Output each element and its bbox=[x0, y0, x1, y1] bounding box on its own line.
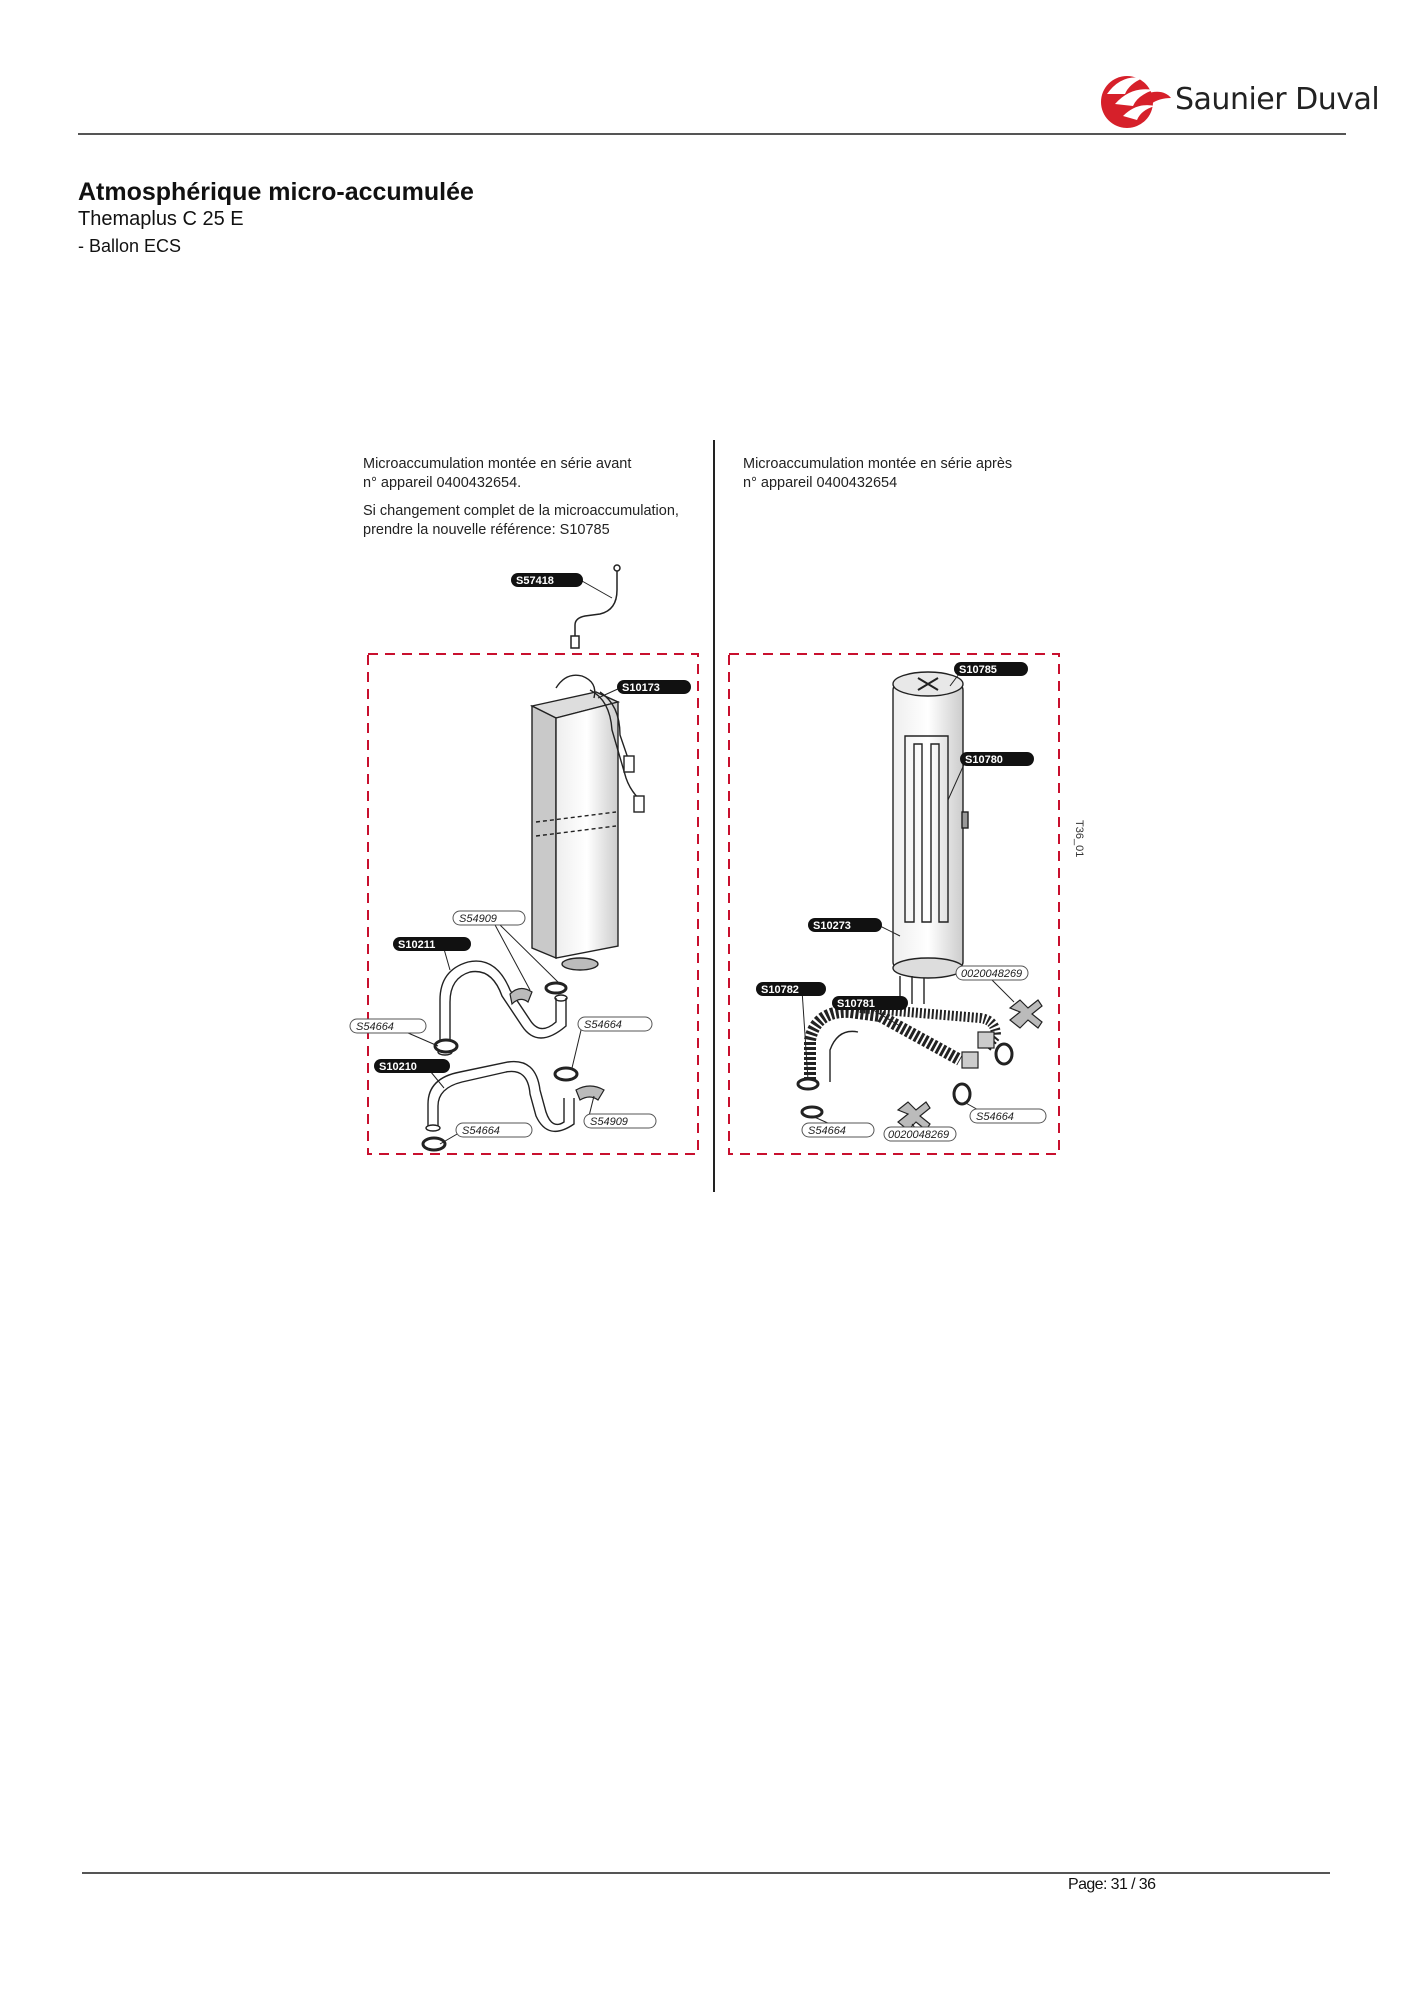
footer-divider bbox=[82, 1872, 1330, 1874]
section-label: - Ballon ECS bbox=[78, 236, 182, 256]
flex-hose-drawing bbox=[810, 1008, 996, 1082]
right-note-line: n° appareil 0400432654 bbox=[743, 475, 898, 491]
part-ref: S54909 bbox=[459, 913, 497, 925]
part-ref: S10785 bbox=[959, 664, 997, 676]
part-ref: S10781 bbox=[837, 998, 875, 1010]
part-label bbox=[808, 918, 882, 932]
part-label bbox=[393, 937, 471, 951]
part-label bbox=[374, 1059, 450, 1073]
part-label bbox=[756, 982, 826, 996]
left-note-line: Si changement complet de la microaccumulation, bbox=[363, 503, 679, 519]
part-ref: S10780 bbox=[965, 754, 1003, 766]
left-note-line: Microaccumulation montée en série avant bbox=[363, 456, 632, 472]
part-label bbox=[511, 573, 583, 587]
clip-drawing bbox=[510, 988, 604, 1100]
part-ref: S10273 bbox=[813, 920, 851, 932]
part-ref: S54664 bbox=[356, 1021, 394, 1033]
part-ref: S57418 bbox=[516, 575, 554, 587]
heat-exchanger-drawing bbox=[532, 675, 644, 970]
part-label bbox=[960, 752, 1034, 766]
part-label bbox=[802, 1123, 874, 1137]
part-ref: S54664 bbox=[808, 1125, 846, 1137]
right-note-line: Microaccumulation montée en série après bbox=[743, 456, 1013, 472]
part-ref: 0020048269 bbox=[888, 1129, 950, 1141]
part-ref: S54909 bbox=[590, 1116, 628, 1128]
part-label bbox=[954, 662, 1028, 676]
page-title: Atmosphérique micro-accumulée bbox=[78, 178, 474, 206]
part-label bbox=[584, 1114, 656, 1128]
part-ref: S54664 bbox=[976, 1111, 1014, 1123]
lower-pipe-drawing bbox=[426, 1062, 574, 1132]
part-ref: S10210 bbox=[379, 1061, 417, 1073]
left-note-line: n° appareil 0400432654. bbox=[363, 475, 522, 491]
storage-tank-drawing bbox=[893, 672, 968, 1004]
part-label bbox=[970, 1109, 1046, 1123]
part-ref: S54664 bbox=[462, 1125, 500, 1137]
part-ref: S10211 bbox=[398, 939, 436, 951]
part-label bbox=[578, 1017, 652, 1031]
brand-name: Saunier Duval bbox=[1175, 82, 1380, 117]
part-label bbox=[456, 1123, 532, 1137]
page-number: Page: 31 / 36 bbox=[1068, 1876, 1156, 1893]
part-label bbox=[350, 1019, 426, 1033]
part-ref: 0020048269 bbox=[961, 968, 1023, 980]
part-label bbox=[617, 680, 691, 694]
part-label bbox=[956, 966, 1028, 980]
logo-bird-icon bbox=[1101, 76, 1171, 128]
part-label bbox=[832, 996, 908, 1010]
part-label bbox=[884, 1127, 956, 1141]
part-ref: S10782 bbox=[761, 984, 799, 996]
header-divider bbox=[78, 133, 1346, 135]
left-note-line: prendre la nouvelle référence: S10785 bbox=[363, 522, 610, 538]
part-ref: S54664 bbox=[584, 1019, 622, 1031]
part-ref: S10173 bbox=[622, 682, 660, 694]
figure-code: T36_01 bbox=[1073, 820, 1085, 858]
parts-diagram bbox=[340, 430, 1085, 1200]
upper-pipe-drawing bbox=[438, 961, 567, 1055]
part-label bbox=[453, 911, 525, 925]
product-name: Themaplus C 25 E bbox=[78, 208, 244, 230]
